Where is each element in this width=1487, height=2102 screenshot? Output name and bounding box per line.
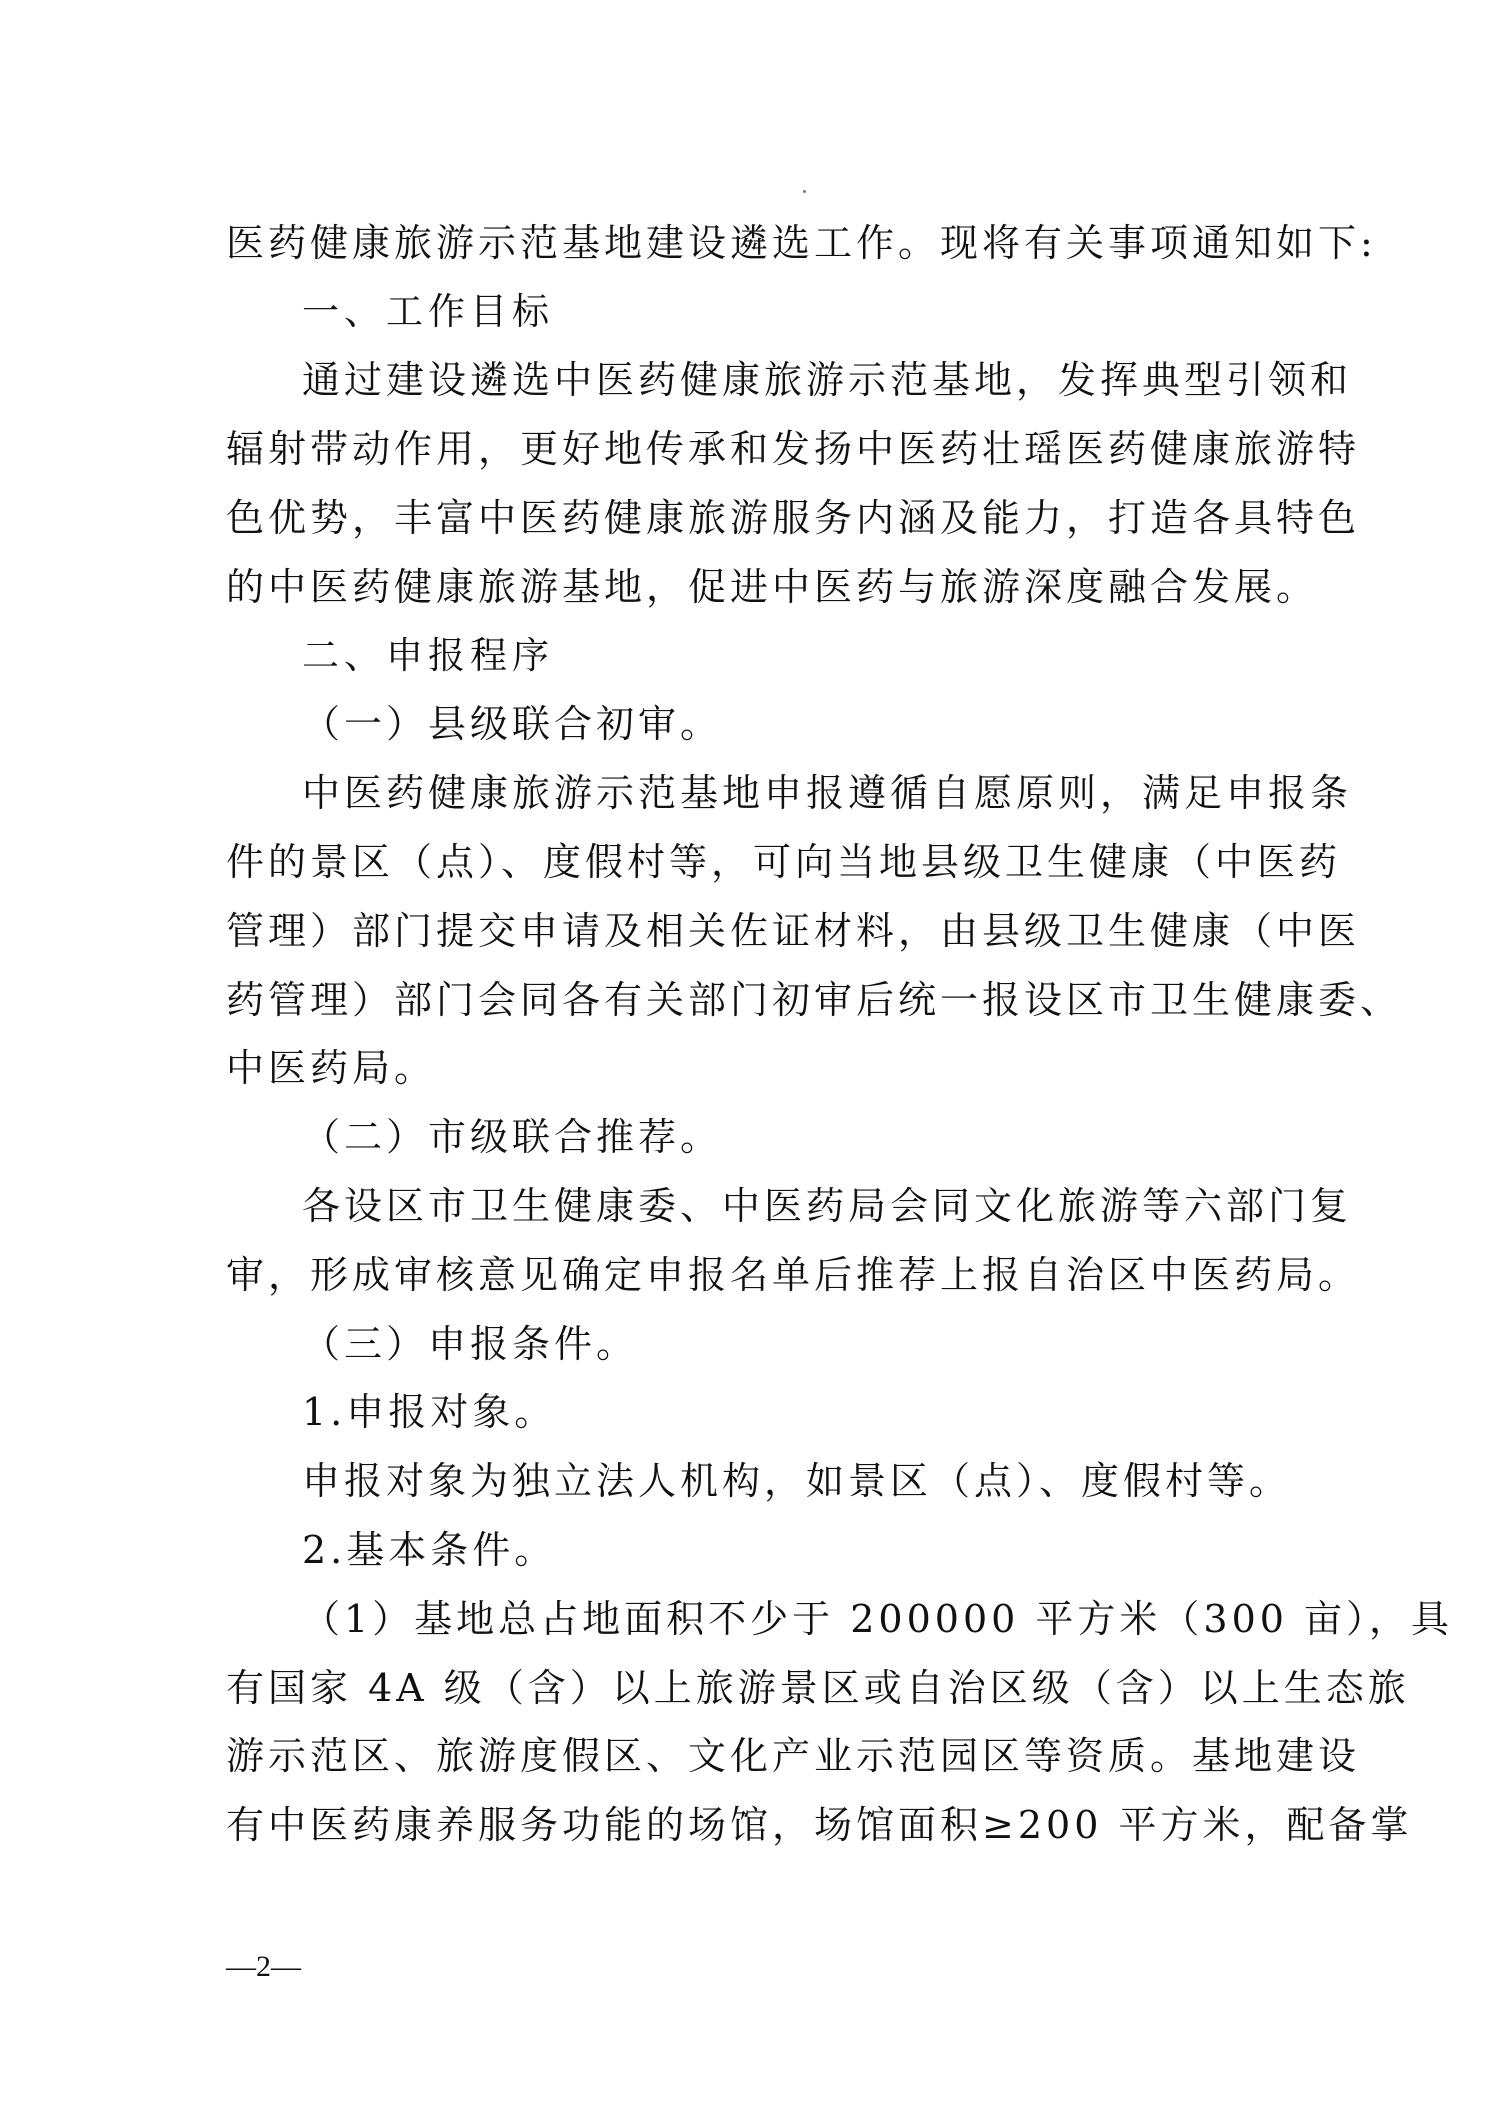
paragraph-line: 游示范区、旅游度假区、文化产业示范园区等资质。基地建设	[226, 1734, 1361, 1778]
section-heading-procedure: 二、申报程序	[302, 634, 554, 677]
paragraph-line: （1）基地总占地面积不少于 200000 平方米（300 亩），具	[302, 1597, 1454, 1641]
paragraph-line: 管理）部门提交申请及相关佐证材料，由县级卫生健康（中医	[226, 909, 1361, 953]
numbered-heading: 1.申报对象。	[302, 1390, 557, 1434]
numbered-heading: 2.基本条件。	[302, 1528, 557, 1572]
paragraph-line: 中医药局。	[226, 1046, 437, 1090]
paragraph-line: 的中医药健康旅游基地，促进中医药与旅游深度融合发展。	[226, 565, 1319, 609]
section-heading-goals: 一、工作目标	[302, 290, 554, 333]
paragraph-line: 中医药健康旅游示范基地申报遵循自愿原则，满足申报条	[302, 771, 1353, 815]
paragraph-line: 通过建设遴选中医药健康旅游示范基地，发挥典型引领和	[302, 358, 1353, 402]
paragraph-line: 件的景区（点）、度假村等，可向当地县级卫生健康（中医药	[226, 840, 1342, 884]
subsection-heading: （三）申报条件。	[302, 1322, 639, 1366]
subsection-heading: （二）市级联合推荐。	[302, 1115, 723, 1159]
paragraph-line: 医药健康旅游示范基地建设遴选工作。现将有关事项通知如下:	[226, 221, 1377, 265]
paragraph-line: 辐射带动作用，更好地传承和发扬中医药壮瑶医药健康旅游特	[226, 427, 1361, 471]
paragraph-line: 申报对象为独立法人机构，如景区（点）、度假村等。	[302, 1459, 1292, 1503]
subsection-heading: （一）县级联合初审。	[302, 702, 723, 746]
paragraph-line: 审，形成审核意见确定申报名单后推荐上报自治区中医药局。	[226, 1253, 1361, 1297]
paragraph-line: 有中医药康养服务功能的场馆，场馆面积≥200 平方米，配备掌	[226, 1803, 1413, 1847]
paragraph-line: 色优势，丰富中医药健康旅游服务内涵及能力，打造各具特色	[226, 496, 1361, 540]
paragraph-line: 各设区市卫生健康委、中医药局会同文化旅游等六部门复	[302, 1184, 1353, 1228]
page-number: —2—	[226, 1950, 301, 1983]
paragraph-line: 有国家 4A 级（含）以上旅游景区或自治区级（含）以上生态旅	[226, 1666, 1410, 1710]
scan-speck	[803, 190, 806, 193]
paragraph-line: 药管理）部门会同各有关部门初审后统一报设区市卫生健康委、	[226, 978, 1403, 1022]
